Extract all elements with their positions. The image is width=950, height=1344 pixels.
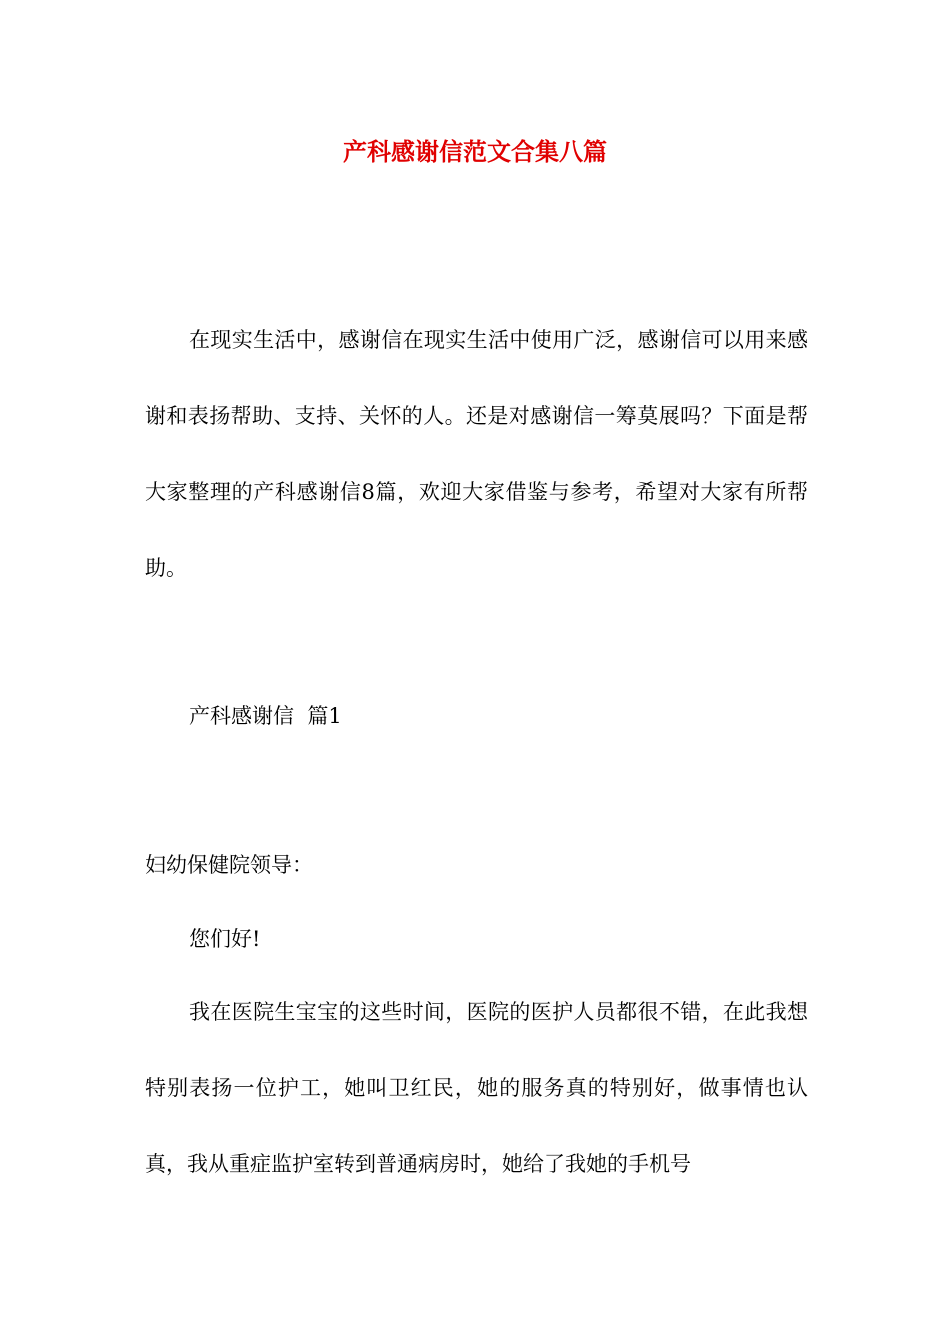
intro-paragraph: 在现实生活中，感谢信在现实生活中使用广泛，感谢信可以用来感谢和表扬帮助、支持、关怀的人。还是对感谢信一筹莫展吗？下面是帮大家整理的产科感谢信8篇，欢迎大家借鉴与参考，希望对大家有所帮助。 — [145, 328, 808, 580]
document-title: 产科感谢信范文合集八篇 — [343, 137, 607, 166]
body-paragraph: 我在医院生宝宝的这些时间，医院的医护人员都很不错，在此我想特别表扬一位护工，她叫卫红民，她的服务真的特别好，做事情也认真，我从重症监护室转到普通病房时，她给了我她的手机号 — [145, 1000, 808, 1176]
greeting: 您们好! — [189, 927, 261, 951]
section-heading: 产科感谢信 篇1 — [189, 704, 342, 728]
salutation: 妇幼保健院领导： — [145, 853, 313, 877]
